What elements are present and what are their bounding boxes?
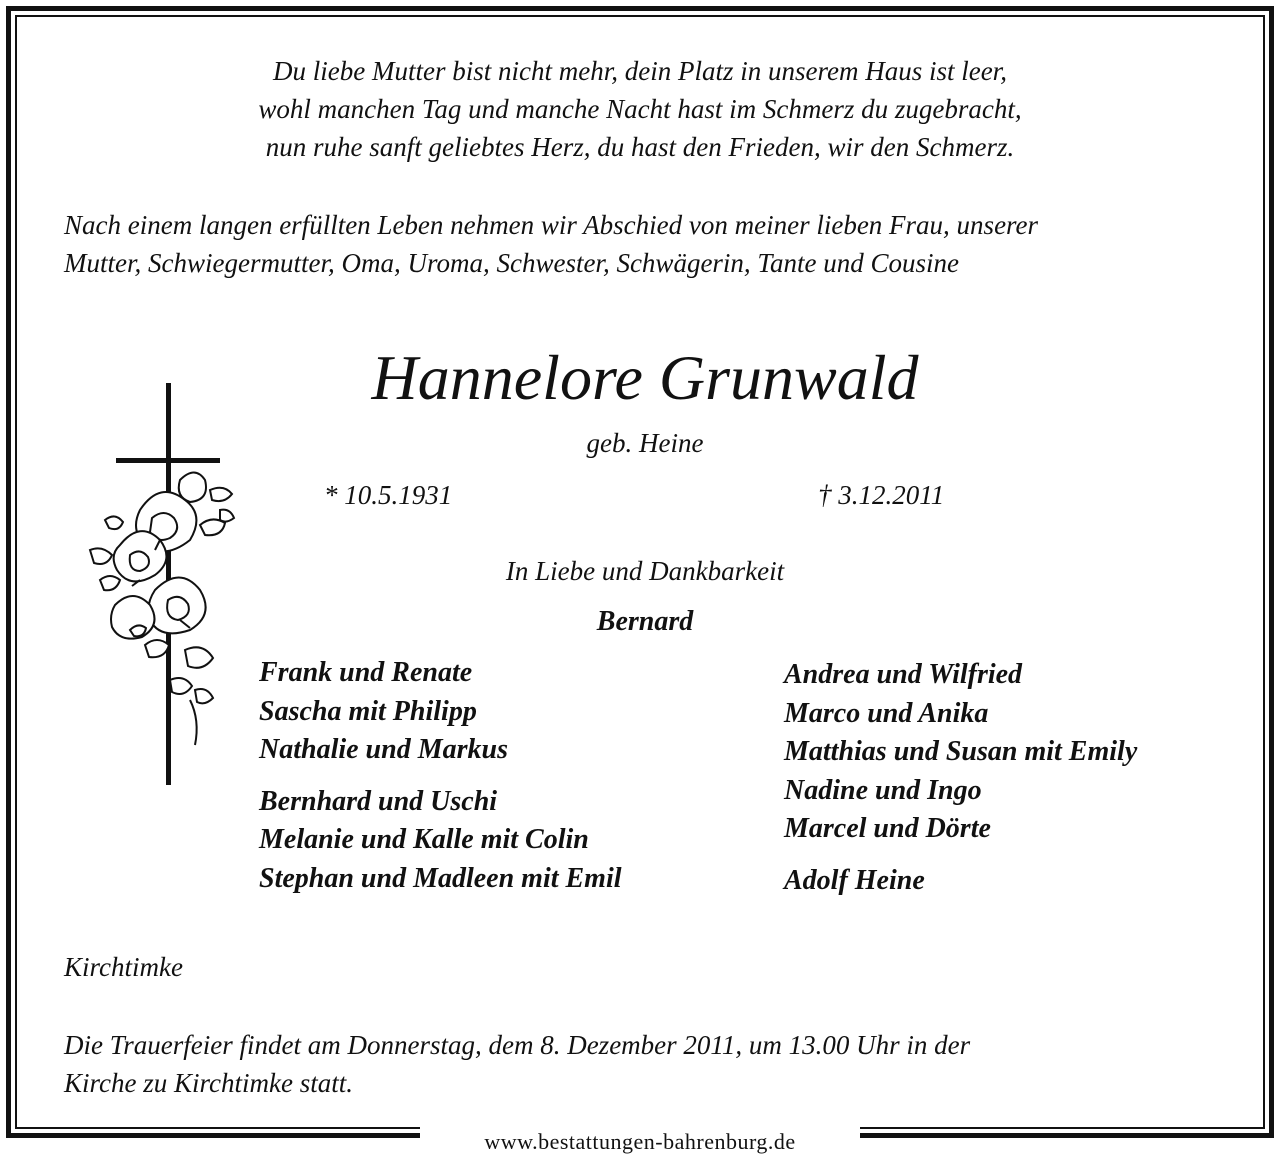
spouse-name: Bernard xyxy=(596,606,694,637)
maiden-name: geb. Heine xyxy=(586,428,704,458)
mourner-name: Melanie und Kalle mit Colin xyxy=(259,824,589,855)
mourner-name: Stephan und Madleen mit Emil xyxy=(259,862,622,894)
mourner-name: Adolf Heine xyxy=(784,864,925,896)
service-notice xyxy=(64,1026,1244,1102)
mourner-name: Nadine und Ingo xyxy=(784,774,982,806)
death-date: † 3.12.2011 xyxy=(818,480,945,510)
service-line: Die Trauerfeier findet am Donnerstag, dem 8. Dezember 2011, um 13.00 Uhr in der xyxy=(64,1030,971,1060)
deceased-name: Hannelore Grunwald xyxy=(371,342,919,413)
place-name: Kirchtimke xyxy=(64,952,183,982)
intro-line: Nach einem langen erfüllten Leben nehmen wir Abschied von meiner lieben Frau, unserer xyxy=(64,210,1039,240)
mourner-name: Andrea und Wilfried xyxy=(784,659,1023,690)
service-line: Kirche zu Kirchtimke statt. xyxy=(64,1068,353,1098)
poem xyxy=(0,52,1280,166)
mourner-name: Sascha mit Philipp xyxy=(259,695,477,727)
closing-phrase: In Liebe und Dankbarkeit xyxy=(505,556,785,586)
mourner-name: Bernhard und Uschi xyxy=(259,785,498,817)
mourners-left-column xyxy=(259,654,622,898)
footer-website-link[interactable]: www.bestattungen-bahrenburg.de xyxy=(420,1124,860,1160)
poem-line: nun ruhe sanft geliebtes Herz, du hast den Frieden, wir den Schmerz. xyxy=(265,132,1015,162)
intro-text xyxy=(64,206,1244,282)
mourner-name: Frank und Renate xyxy=(259,657,473,688)
mourner-name: Marcel und Dörte xyxy=(784,813,991,844)
mourner-name: Nathalie und Markus xyxy=(259,734,508,765)
mourner-name: Matthias und Susan mit Emily xyxy=(784,736,1138,767)
poem-line: Du liebe Mutter bist nicht mehr, dein Platz in unserem Haus ist leer, xyxy=(273,56,1007,86)
intro-line: Mutter, Schwiegermutter, Oma, Uroma, Schwester, Schwägerin, Tante und Cousine xyxy=(64,248,959,278)
birth-date: * 10.5.1931 xyxy=(324,480,453,510)
mourner-name: Marco und Anika xyxy=(784,697,989,729)
mourners-right-column xyxy=(784,656,1137,900)
poem-line: wohl manchen Tag und manche Nacht hast im Schmerz du zugebracht, xyxy=(258,94,1022,124)
